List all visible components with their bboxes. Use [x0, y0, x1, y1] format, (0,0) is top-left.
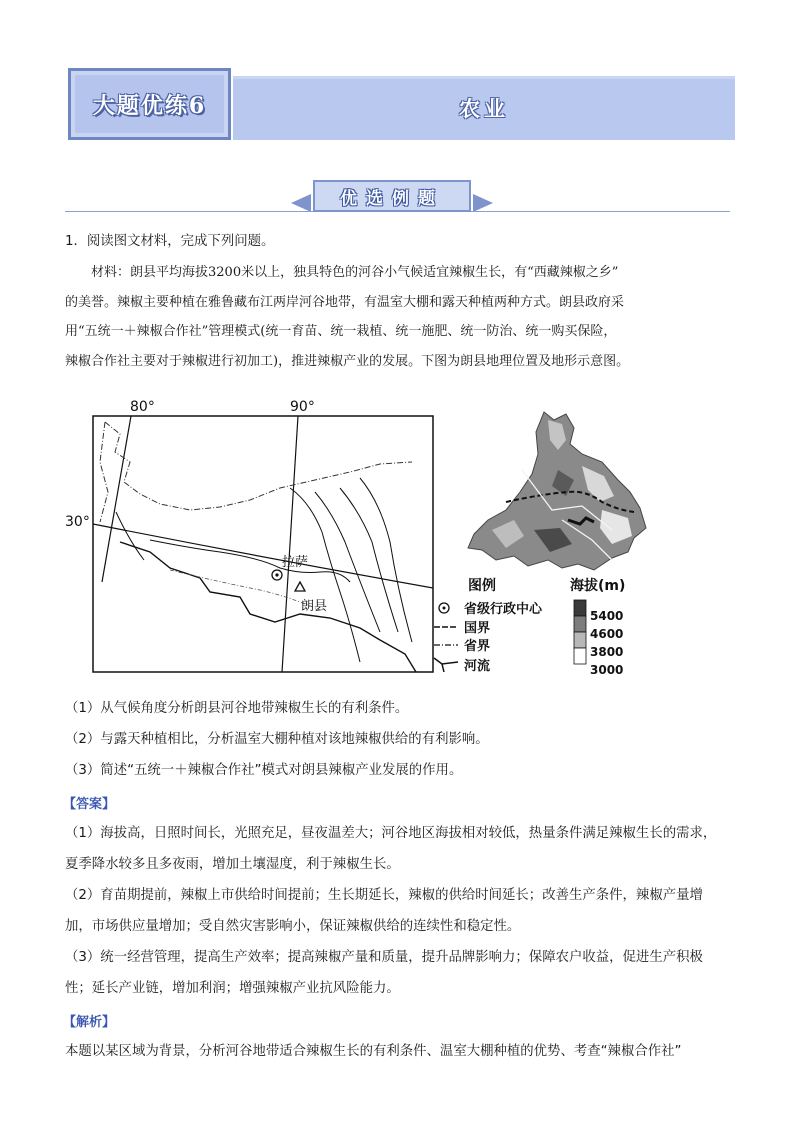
elevation-title: 海拔(m): [570, 578, 626, 594]
material-line-3: 用“五统一＋辣椒合作社”管理模式(统一育苗、统一栽植、统一施肥、统一防治、统一购买保险，: [65, 324, 617, 339]
elev-swatch-1: [574, 600, 586, 616]
material-line-4: 辣椒合作社主要对于辣椒进行初加工)，推进辣椒产业的发展。下图为朗县地理位置及地形示意图。: [65, 354, 630, 369]
elev-value-1: 5400: [590, 609, 624, 623]
section-label-text: 优选例题: [340, 188, 444, 209]
answer-line-2: 夏季降水较多且多夜雨，增加土壤湿度，利于辣椒生长。: [65, 857, 400, 872]
sub-question-2: （2）与露天种植相比，分析温室大棚种植对该地辣椒供给的有利影响。: [65, 732, 489, 747]
lon-label-80: 80°: [130, 399, 155, 415]
lat-label-30: 30°: [65, 514, 90, 530]
analysis-label: 【解析】: [63, 1015, 116, 1030]
sub-question-1: （1）从气候角度分析朗县河谷地带辣椒生长的有利条件。: [65, 701, 409, 716]
answer-line-3: （2）育苗期提前，辣椒上市供给时间提前；生长期延长，辣椒的供给时间延长；改善生产条件，辣椒产量增: [65, 888, 703, 903]
answer-label: 【答案】: [63, 797, 116, 812]
legend-item-province: 省界: [464, 639, 491, 654]
lon-label-90: 90°: [290, 399, 315, 415]
terrain-map: [462, 410, 662, 580]
city-label-lhasa: 拉萨: [282, 555, 309, 570]
analysis-line-1: 本题以某区域为背景，分析河谷地带适合辣椒生长的有利条件、温室大棚种植的优势、考查“辣椒合作社”: [65, 1044, 682, 1059]
answer-line-1: （1）海拔高，日照时间长，光照充足，昼夜温差大；河谷地区海拔相对较低，热量条件满足辣椒生长的需求，: [65, 826, 717, 841]
map-frame: [93, 416, 433, 672]
elev-value-4: 3000: [590, 663, 624, 677]
map-legend: [430, 572, 660, 682]
answer-line-4: 加，市场供应量增加；受自然灾害影响小，保证辣椒供给的连续性和稳定性。: [65, 919, 521, 934]
subject-title: 农业: [459, 97, 509, 121]
answer-line-5: （3）统一经营管理，提高生产效率；提高辣椒产量和质量，提升品牌影响力；保障农户收益，促进生产积极: [65, 950, 703, 965]
legend-title: 图例: [468, 578, 496, 594]
legend-river-icon: [434, 658, 458, 672]
section-left-arrow-icon: [291, 194, 311, 212]
location-map: [60, 392, 438, 682]
elev-value-3: 3800: [590, 645, 624, 659]
legend-item-river: 河流: [464, 659, 491, 674]
elev-value-2: 4600: [590, 627, 624, 641]
section-label: [313, 180, 471, 212]
material-line-1: 材料：朗县平均海拔3200米以上，独具特色的河谷小气候适宜辣椒生长，有“西藏辣椒之乡”: [91, 265, 619, 280]
section-right-arrow-icon: [473, 194, 493, 212]
county-label-lang: 朗县: [301, 599, 328, 614]
answer-line-6: 性；延长产业链，增加利润；增强辣椒产业抗风险能力。: [65, 981, 400, 996]
question-stem: 1．阅读图文材料，完成下列问题。: [65, 234, 275, 249]
sub-question-3: （3）简述“五统一＋辣椒合作社”模式对朗县辣椒产业发展的作用。: [65, 763, 463, 778]
legend-item-border: 国界: [464, 621, 491, 636]
series-title-box: [68, 68, 231, 140]
material-line-2: 的美誉。辣椒主要种植在雅鲁藏布江两岸河谷地带，有温室大棚和露天种植两种方式。朗县政府采: [65, 295, 625, 310]
series-title: 大题优练6: [92, 92, 207, 119]
elev-swatch-3: [574, 632, 586, 648]
elev-swatch-4: [574, 648, 586, 664]
subject-banner: [233, 76, 735, 140]
elev-swatch-2: [574, 616, 586, 632]
legend-item-capital: 省级行政中心: [464, 602, 543, 617]
